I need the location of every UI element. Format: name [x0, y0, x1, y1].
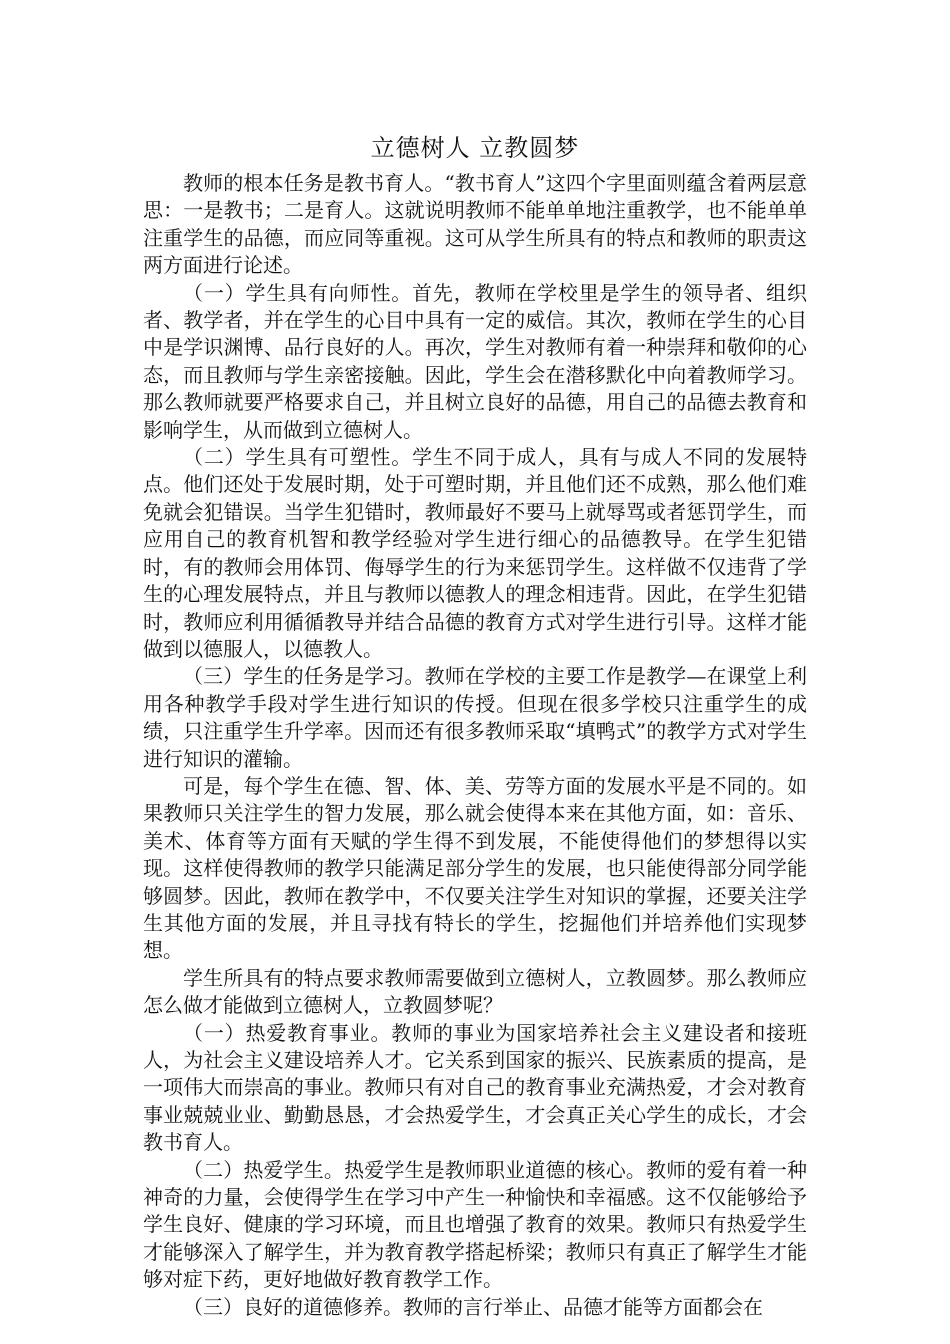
paragraph-teacher-orientation: （一）学生具有向师性。首先，教师在学校里是学生的领导者、组织者、教学者，并在学生的心目中具有一定的威信。其次，教师在学生的心目中是学识渊博、品行良好的人。再次，学生对教师有着一种崇拜和敬仰的心态，而且教师与学生亲密接触。因此，学生会在潜移默化中向着教师学习。那么教师就要严格要求自己，并且树立良好的品德，用自己的品德去教育和影响学生，从而做到立德树人。	[143, 280, 807, 442]
intro-paragraph: 教师的根本任务是教书育人。“教书育人”这四个字里面则蕴含着两层意思：一是教书；二是育人。这就说明教师不能单单地注重教学，也不能单单注重学生的品德，而应同等重视。这可从学生所具有的特点和教师的职责这两方面进行论述。	[143, 171, 807, 278]
document-body	[143, 130, 807, 1321]
document-title: 立德树人 立教圆梦	[370, 134, 580, 162]
paragraph-love-students: （二）热爱学生。热爱学生是教师职业道德的核心。教师的爱有着一种神奇的力量，会使得学生在学习中产生一种愉快和幸福感。这不仅能够给予学生良好、健康的学习环境，而且也增强了教育的效果。教师只有热爱学生才能够深入了解学生，并为教育教学搭起桥梁；教师只有真正了解学生才能够对症下药，更好地做好教育教学工作。	[143, 1157, 807, 1292]
paragraph-moral-cultivation: （三）良好的道德修养。教师的言行举止、品德才能等方面都会在	[183, 1294, 763, 1319]
paragraph-love-education: （一）热爱教育事业。教师的事业为国家培养社会主义建设者和接班人，为社会主义建设培养人才。它关系到国家的振兴、民族素质的提高，是一项伟大而崇高的事业。教师只有对自己的教育事业充满热爱，才会对教育事业兢兢业业、勤勤恳恳，才会热爱学生，才会真正关心学生的成长，才会教书育人。	[143, 1020, 807, 1155]
paragraph-learning-task: （三）学生的任务是学习。教师在学校的主要工作是教学—在课堂上利用各种教学手段对学生进行知识的传授。但现在很多学校只注重学生的成绩，只注重学生升学率。因而还有很多教师采取“填鸭式”的教学方式对学生进行知识的灌输。	[143, 664, 807, 771]
paragraph-plasticity: （二）学生具有可塑性。学生不同于成人，具有与成人不同的发展特点。他们还处于发展时期，处于可塑时期，并且他们还不成熟，那么他们难免就会犯错误。当学生犯错时，教师最好不要马上就辱骂或者惩罚学生，而应用自己的教育机智和教学经验对学生进行细心的品德教导。在学生犯错时，有的教师会用体罚、侮辱学生的行为来惩罚学生。这样做不仅违背了学生的心理发展特点，并且与教师以德教人的理念相违背。因此，在学生犯错时，教师应利用循循教导并结合品德的教育方式对学生进行引导。这样才能做到以德服人，以德教人。	[143, 445, 807, 661]
paragraph-transition: 学生所具有的特点要求教师需要做到立德树人，立教圆梦。那么教师应怎么做才能做到立德树人，立教圆梦呢？	[143, 965, 807, 1018]
paragraph-all-round-development: 可是，每个学生在德、智、体、美、劳等方面的发展水平是不同的。如果教师只关注学生的智力发展，那么就会使得本来在其他方面，如：音乐、美术、体育等方面有天赋的学生得不到发展，不能使得他们的梦想得以实现。这样使得教师的教学只能满足部分学生的发展，也只能使得部分同学能够圆梦。因此，教师在教学中，不仅要关注学生对知识的掌握，还要关注学生其他方面的发展，并且寻找有特长的学生，挖掘他们并培养他们实现梦想。	[143, 773, 807, 963]
